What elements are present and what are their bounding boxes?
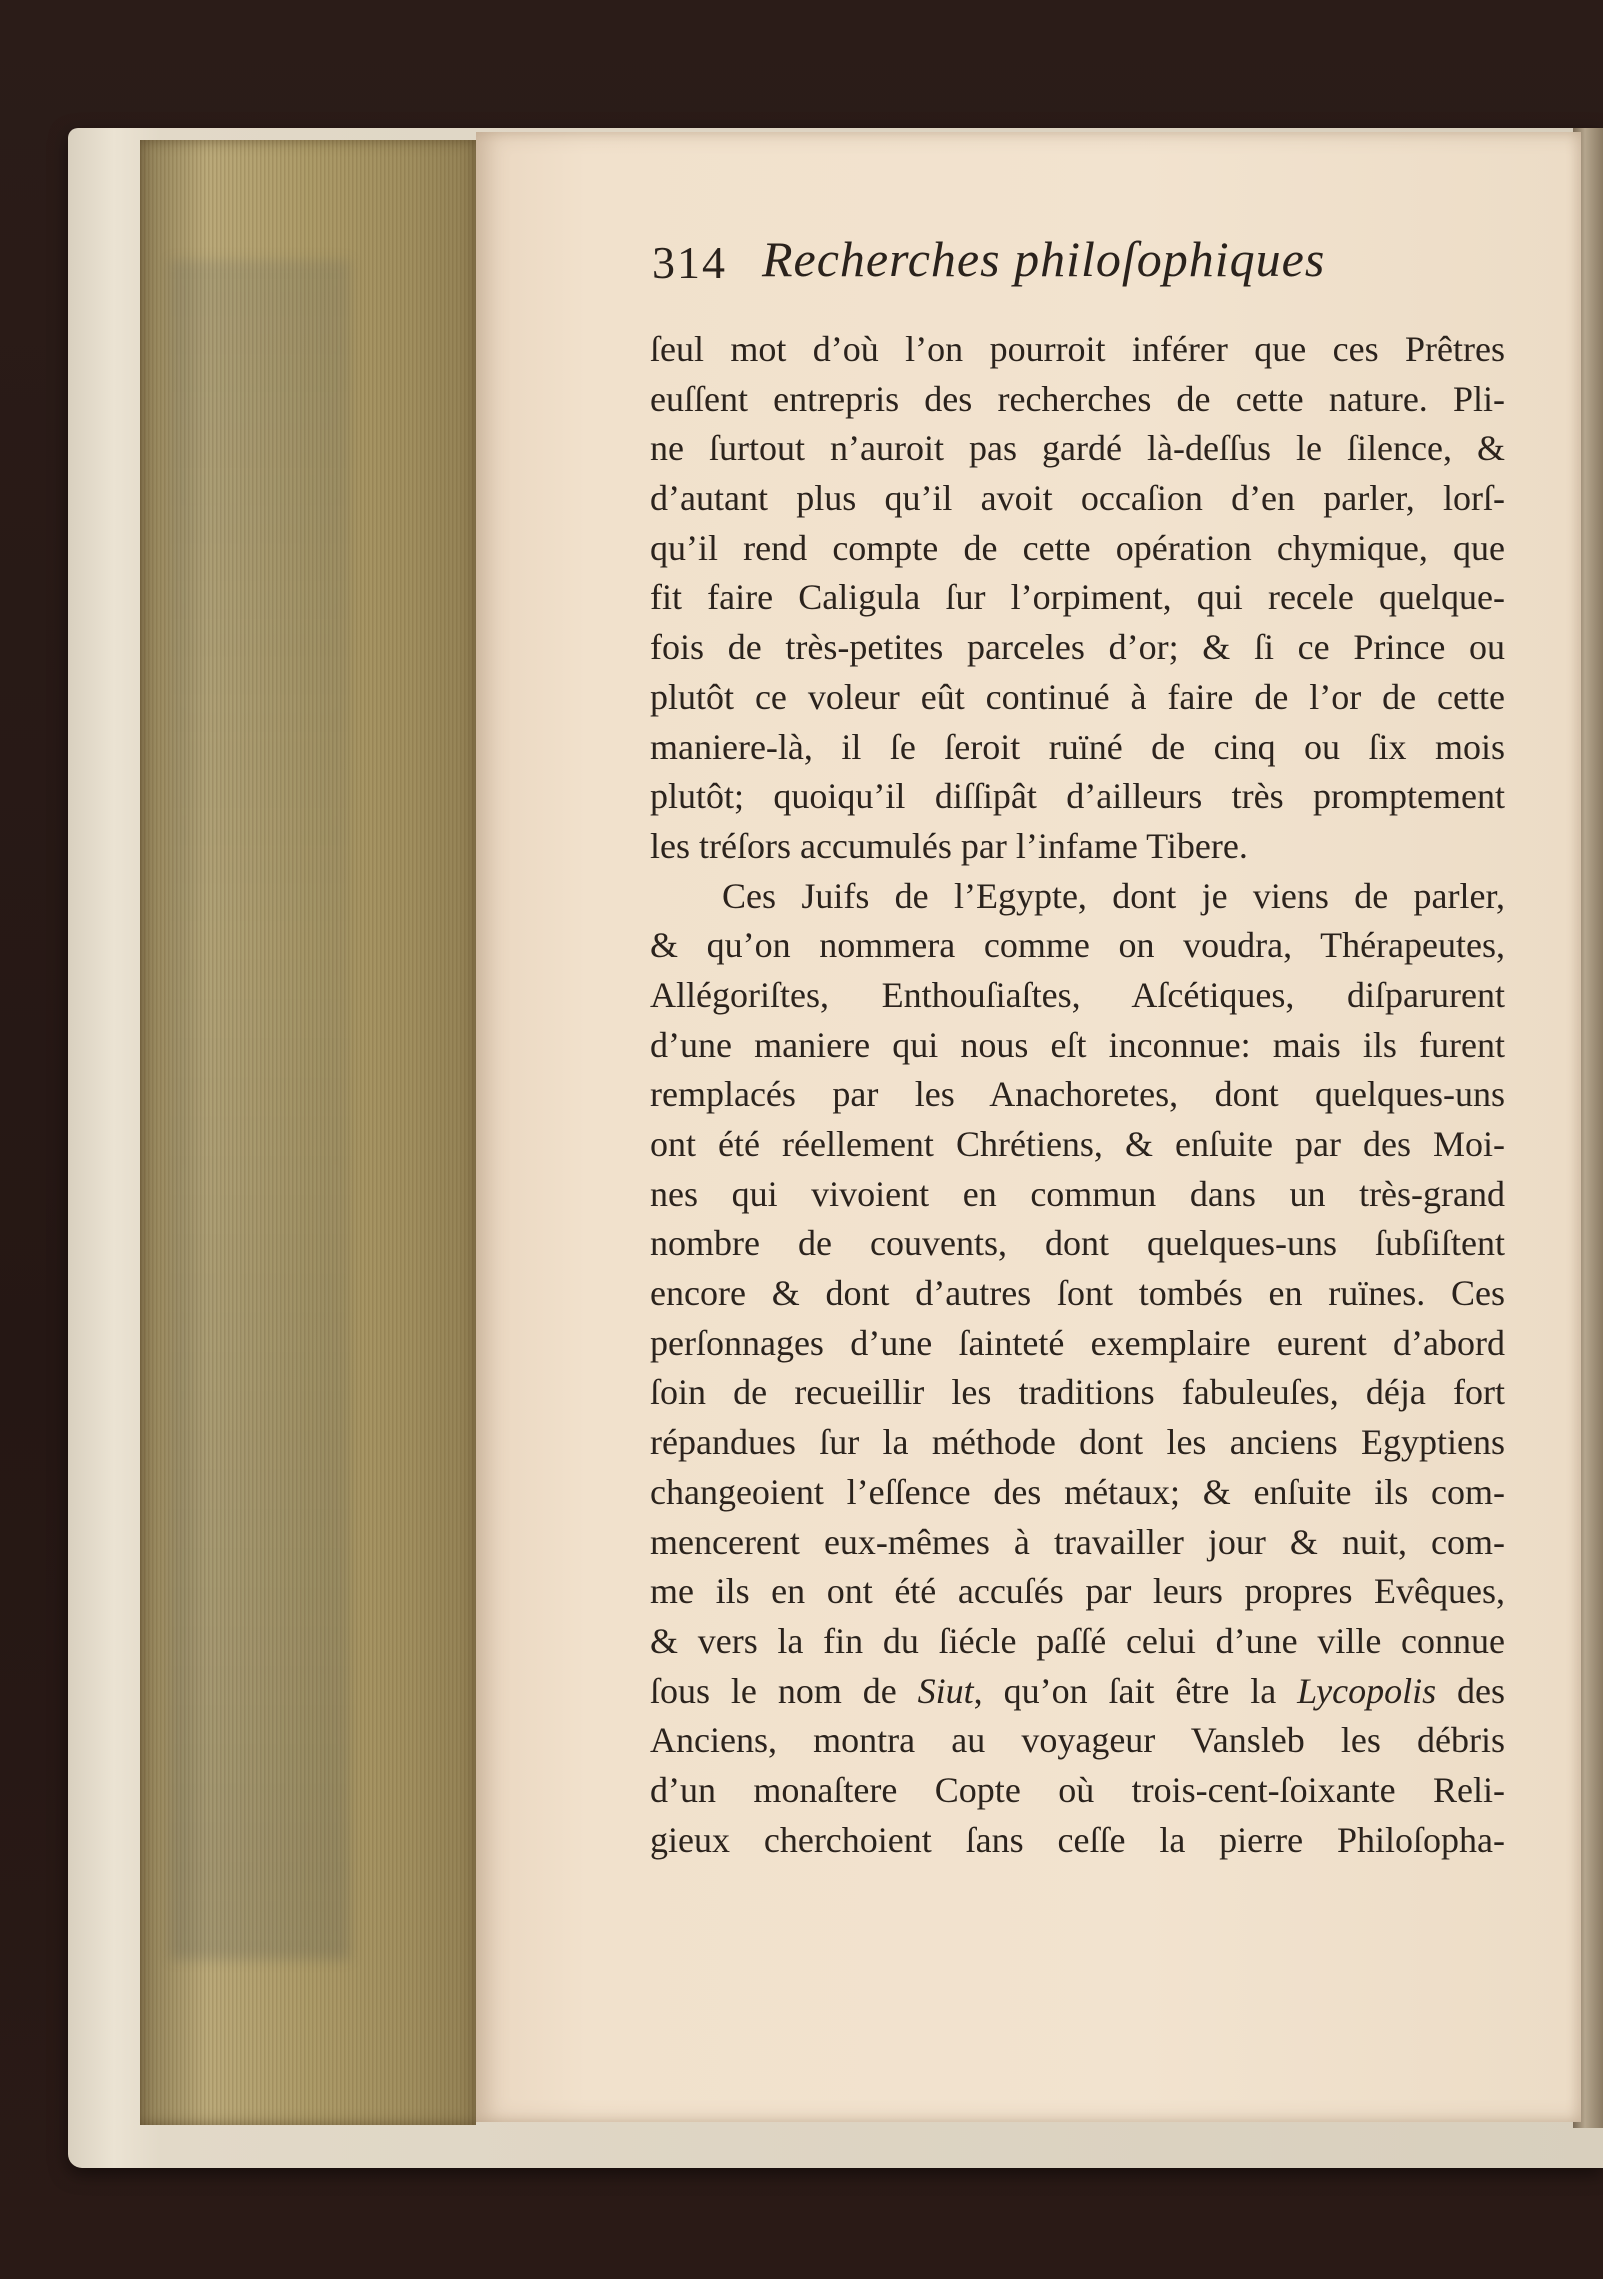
text-line: perſonnages d’une ſainteté exemplaire eurent d’abord [650,1322,1505,1363]
text-line: d’une maniere qui nous eſt inconnue: mais ils furent [650,1024,1505,1065]
paragraph-end-line: les tréſors accumulés par l’infame Tibere. [650,825,1248,866]
page-number: 314 [652,237,727,288]
text-line: ſeul mot d’où l’on pourroit inférer que ces Prêtres [650,329,1505,369]
text-segment: des [1436,1670,1505,1711]
text-line: & vers la fin du ſiécle paſſé celui d’une ville connue [650,1620,1505,1661]
text-line: ſoin de recueillir les traditions fabuleuſes, déja fort [650,1372,1505,1413]
text-line: plutôt; quoiqu’il diſſipât d’ailleurs très promptement [650,776,1505,817]
paragraph-start-line: Ces Juifs de l’Egypte, dont je viens de parler, [722,875,1505,916]
text-segment: ſous le nom de [650,1670,918,1711]
text-line: nes qui vivoient en commun dans un très-grand [650,1173,1505,1214]
text-line: ne ſurtout n’auroit pas gardé là-deſſus le ſilence, & [650,428,1505,469]
text-line: mencerent eux-mêmes à travailler jour & nuit, com- [650,1521,1505,1562]
text-line: fois de très-petites parceles d’or; & ſi ce Prince ou [650,627,1505,668]
italic-place-name-lycopolis: Lycopolis [1297,1670,1437,1711]
text-line: Allégoriſtes, Enthouſiaſtes, Aſcétiques, diſparurent [650,974,1505,1015]
text-line: & qu’on nommera comme on voudra, Thérapeutes, [650,925,1505,966]
text-line: ont été réellement Chrétiens, & enſuite par des Moi- [650,1124,1505,1164]
text-line: d’un monaſtere Copte où trois-cent-ſoixante Reli- [650,1769,1505,1810]
text-line: Anciens, montra au voyageur Vansleb les débris [650,1720,1505,1761]
page-header [652,222,1352,292]
text-line: fit faire Caligula ſur l’orpiment, qui recele quelque- [650,577,1505,618]
text-line: répandues ſur la méthode dont les anciens Egyptiens [650,1422,1505,1463]
text-line: nombre de couvents, dont quelques-uns ſubſiſtent [650,1223,1505,1264]
text-line: remplacés par les Anachoretes, dont quelques-uns [650,1074,1505,1115]
text-line: plutôt ce voleur eût continué à faire de l’or de cette [650,676,1505,717]
text-line: gieux cherchoient ſans ceſſe la pierre Philoſopha- [650,1819,1505,1860]
text-line: maniere-là, il ſe ſeroit ruïné de cinq ou ſix mois [650,726,1505,767]
text-line-with-italics [650,1667,1505,1717]
body-text [650,325,1505,1915]
text-line: me ils en ont été accuſés par leurs propres Evêques, [650,1571,1505,1612]
text-line: changeoient l’eſſence des métaux; & enſuite ils com- [650,1471,1505,1512]
text-line: qu’il rend compte de cette opération chymique, que [650,527,1505,568]
running-title: Recherches philoſophiques [762,231,1326,287]
text-line: d’autant plus qu’il avoit occaſion d’en parler, lorſ- [650,478,1505,519]
page-block-stain [170,260,350,1960]
italic-place-name-siut: Siut [917,1670,974,1711]
text-line: euſſent entrepris des recherches de cette nature. Pli- [650,378,1505,419]
text-segment: , qu’on ſait être la [973,1670,1298,1711]
text-line: encore & dont d’autres ſont tombés en ruïnes. Ces [650,1273,1505,1314]
